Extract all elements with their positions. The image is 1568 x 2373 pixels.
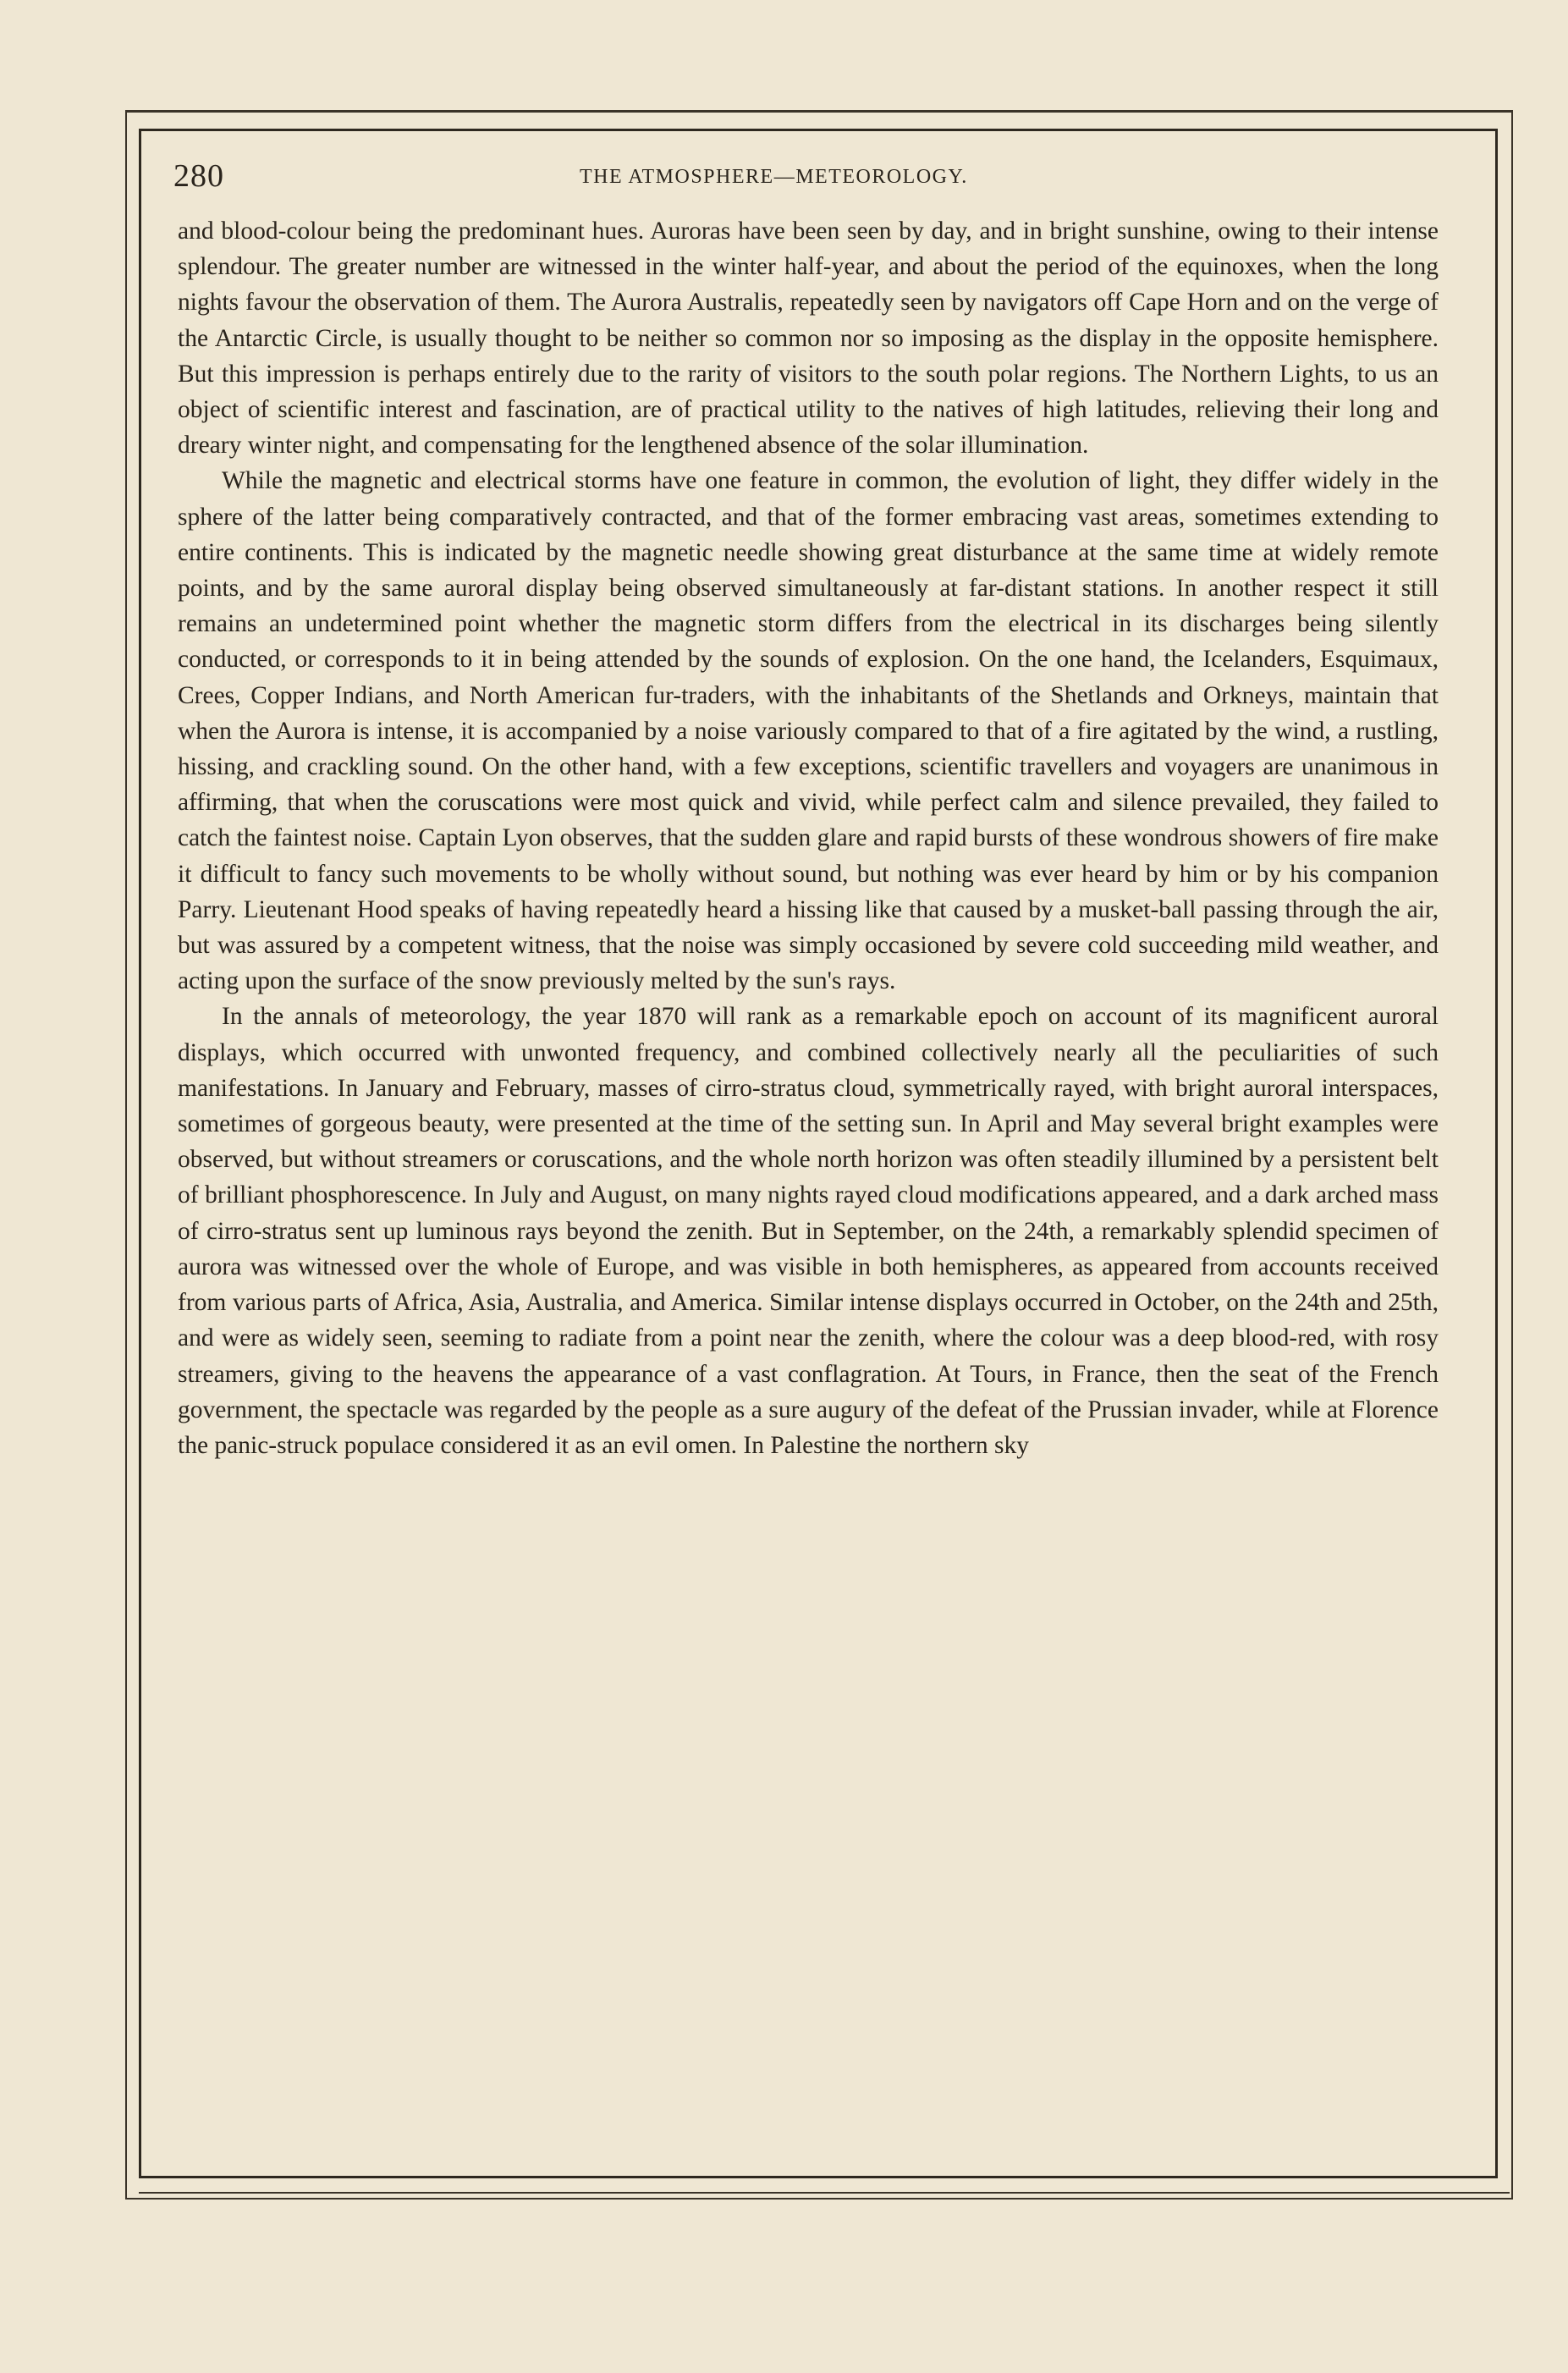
paragraph: In the annals of meteorology, the year 1870 will rank as a remarkable epoch on account of its magnificent auroral displays, which occurred with unwonted frequency, and combined collectively nearly all the peculiarities of such manifestations. In January and February, masses of cirro-stratus cloud, symmetrically rayed, with bright auroral interspaces, sometimes of gorgeous beauty, were presented at the time of the setting sun. In April and May several bright examples were observed, but without streamers or coruscations, and the whole north horizon was often steadily illumined by a persistent belt of brilliant phosphorescence. In July and August, on many nights rayed cloud modifications appeared, and a dark arched mass of cirro-stratus sent up luminous rays beyond the zenith. But in September, on the 24th, a remarkably splendid specimen of aurora was witnessed over the whole of Europe, and was visible in both hemispheres, as appeared from accounts received from various parts of Africa, Asia, Australia, and America. Similar intense displays occurred in October, on the 24th and 25th, and were as widely seen, seeming to radiate from a point near the zenith, where the colour was a deep blood-red, with rosy streamers, giving to the heavens the appearance of a vast conflagration. At Tours, in France, then the seat of the French government, the spectacle was regarded by the people as a sure augury of the defeat of the Prussian invader, while at Florence the panic-struck populace considered it as an evil omen. In Palestine the northern sky	[178, 1003, 1439, 1459]
running-title: THE ATMOSPHERE—METEOROLOGY.	[580, 166, 968, 188]
paragraph: While the magnetic and electrical storms have one feature in common, the evolution of light, they differ widely in the sphere of the latter being comparatively contracted, and that of the former embracing vast areas, sometimes extending to entire continents. This is indicated by the magnetic needle showing great disturbance at the same time at widely remote points, and by the same auroral display being observed simultaneously at far-distant stations. In another respect it still remains an undetermined point whether the magnetic storm differs from the electrical in its discharges being silently conducted, or corresponds to it in being attended by the sounds of explosion. On the one hand, the Icelanders, Esquimaux, Crees, Copper Indians, and North American fur-traders, with the inhabitants of the Shetlands and Orkneys, maintain that when the Aurora is intense, it is accompanied by a noise variously compared to that of a fire agitated by the wind, a rustling, hissing, and crackling sound. On the other hand, with a few exceptions, scientific travellers and voyagers are unanimous in affirming, that when the coruscations were most quick and vivid, while perfect calm and silence prevailed, they failed to catch the faintest noise. Captain Lyon observes, that the sudden glare and rapid bursts of these wondrous showers of fire make it difficult to fancy such movements to be wholly without sound, but nothing was ever heard by him or by his companion Parry. Lieutenant Hood speaks of having repeatedly heard a hissing like that caused by a musket-ball passing through the air, but was assured by a competent witness, that the noise was simply occasioned by severe cold succeeding mild weather, and acting upon the surface of the snow previously melted by the sun's rays.	[178, 467, 1439, 995]
page-number: 280	[173, 158, 224, 194]
page-border-bottom-rule	[139, 2192, 1510, 2194]
running-head	[173, 157, 1451, 198]
paragraph-continued: and blood-colour being the predominant hues. Auroras have been seen by day, and in bright sunshine, owing to their intense splendour. The greater number are witnessed in the winter half-year, and about the period of the equinoxes, when the long nights favour the observation of them. The Aurora Australis, repeatedly seen by navigators off Cape Horn and on the verge of the Antarctic Circle, is usually thought to be neither so common nor so imposing as the display in the opposite hemisphere. But this impression is perhaps entirely due to the rarity of visitors to the south polar regions. The Northern Lights, to us an object of scientific interest and fascination, are of practical utility to the natives of high latitudes, relieving their long and dreary winter night, and compensating for the lengthened absence of the solar illumination.	[178, 217, 1439, 460]
body-text	[178, 213, 1439, 1463]
